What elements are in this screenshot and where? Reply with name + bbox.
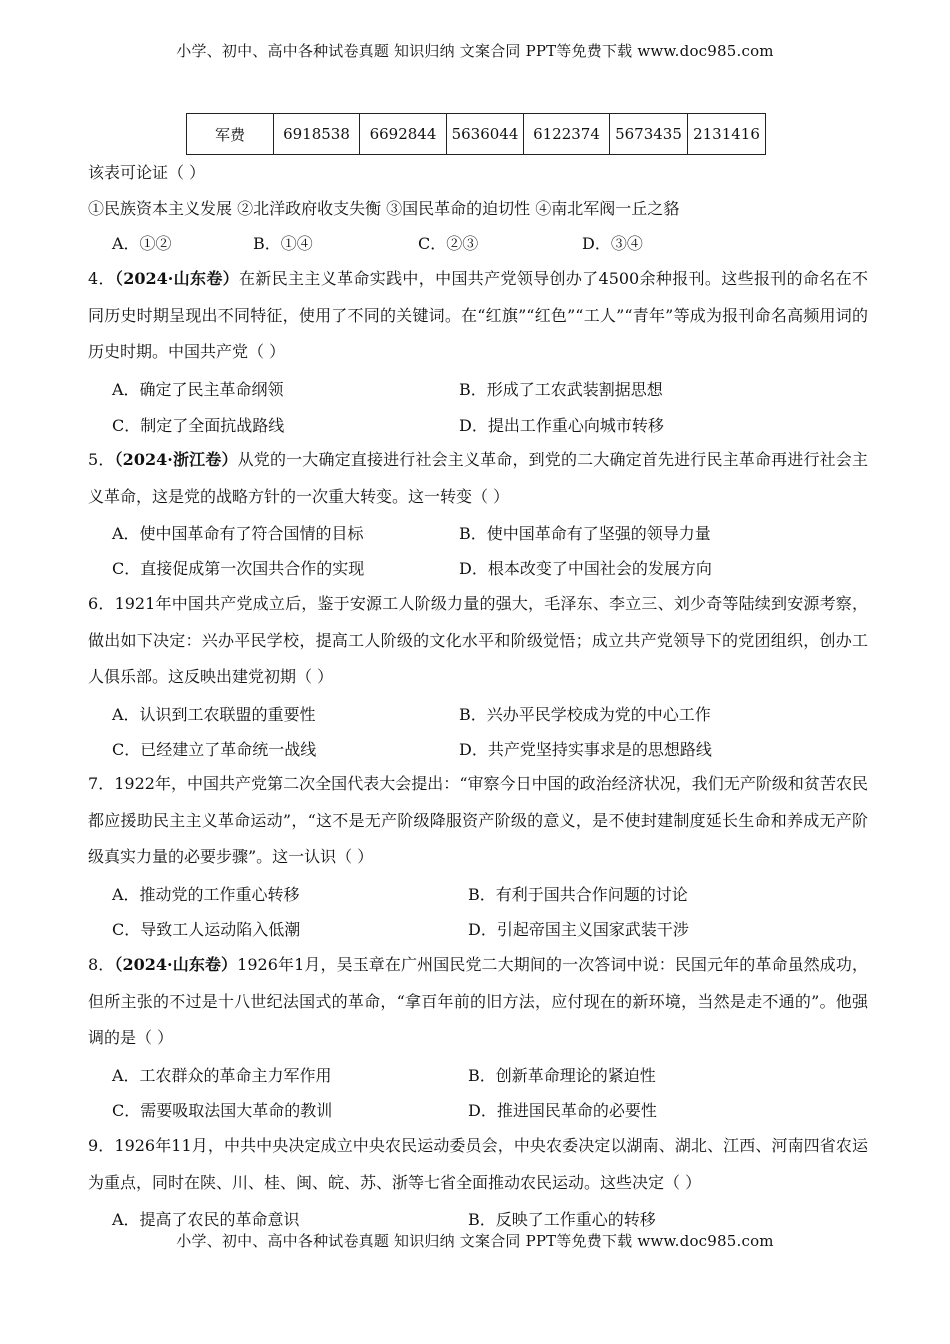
table-cell: 6122374 [524, 114, 610, 155]
q6-option-a: A．认识到工农联盟的重要性 [112, 705, 316, 724]
q7-option-a: A．推动党的工作重心转移 [112, 885, 300, 904]
q8-source: （2024·山东卷） [114, 955, 238, 974]
q9-option-a: A．提高了农民的革命意识 [112, 1210, 300, 1229]
q8-number: 8． [88, 955, 115, 974]
table-cell: 6918538 [274, 114, 360, 155]
military-expense-table [186, 113, 766, 155]
table-cell: 6692844 [360, 114, 447, 155]
q7-option-d: D．引起帝国主义国家武装干涉 [468, 920, 689, 939]
q5-text: 从党的一大确定直接进行社会主义革命，到党的二大确定首先进行民主革命再进行社会主义革命，这是党的战略方针的一次重大转变。这一转变（ ） [88, 450, 868, 506]
table-row [187, 114, 766, 155]
q7-option-c: C．导致工人运动陷入低潮 [112, 920, 301, 939]
q7-option-b: B．有利于国共合作问题的讨论 [468, 885, 688, 904]
q3-option-c: C．②③ [418, 234, 479, 253]
q3-option-b: B．①④ [253, 234, 313, 253]
q9-stem: 9．1926年11月，中共中央决定成立中央农民运动委员会，中央农委决定以湖南、湖北、江西、河南四省农运为重点，同时在陕、川、桂、闽、皖、苏、浙等七省全面推动农民运动。这些决定（ ） [88, 1136, 868, 1192]
q4-option-a: A．确定了民主革命纲领 [112, 380, 284, 399]
page-footer: 小学、初中、高中各种试卷真题 知识归纳 文案合同 PPT等免费下载 www.doc985.com [176, 1232, 774, 1250]
q5-option-b: B．使中国革命有了坚强的领导力量 [459, 524, 711, 543]
q5-option-d: D．根本改变了中国社会的发展方向 [459, 559, 712, 578]
q8-stem [88, 947, 868, 1057]
q5-number: 5． [88, 450, 115, 469]
q6-option-c: C．已经建立了革命统一战线 [112, 740, 317, 759]
q7-stem: 7．1922年，中国共产党第二次全国代表大会提出：“审察今日中国的政治经济状况，我们无产阶级和贫苦农民都应援助民主主义革命运动”，“这不是无产阶级降服资产阶级的意义，是不使封建制度延长生命和养成无产阶级真实力量的必要步骤”。这一认识（ ） [88, 774, 868, 866]
q3-stem: 该表可论证（ ） [88, 163, 206, 182]
q3-items: ①民族资本主义发展 ②北洋政府收支失衡 ③国民革命的迫切性 ④南北军阀一丘之貉 [88, 199, 680, 218]
q5-option-a: A．使中国革命有了符合国情的目标 [112, 524, 364, 543]
q6-option-b: B．兴办平民学校成为党的中心工作 [459, 705, 711, 724]
table-cell: 5636044 [447, 114, 524, 155]
table-cell: 5673435 [610, 114, 688, 155]
q3-option-d: D．③④ [582, 234, 643, 253]
q8-option-b: B．创新革命理论的紧迫性 [468, 1066, 656, 1085]
q3-option-a: A．①② [112, 234, 172, 253]
q8-text: 1926年1月，吴玉章在广州国民党二大期间的一次答词中说：民国元年的革命虽然成功，但所主张的不过是十八世纪法国式的革命，“拿百年前的旧方法，应付现在的新环境，当然是走不通的”。他强调的是（ ） [88, 955, 868, 1047]
q9-option-b: B．反映了工作重心的转移 [468, 1210, 656, 1229]
q8-option-a: A．工农群众的革命主力军作用 [112, 1066, 332, 1085]
q5-source: （2024·浙江卷） [114, 450, 238, 469]
q5-stem [88, 442, 868, 515]
q4-option-d: D．提出工作重心向城市转移 [459, 416, 664, 435]
q4-number: 4． [88, 269, 115, 288]
q6-option-d: D．共产党坚持实事求是的思想路线 [459, 740, 712, 759]
q4-option-b: B．形成了工农武装割据思想 [459, 380, 663, 399]
table-label-cell: 军费 [187, 114, 274, 155]
q8-option-c: C．需要吸取法国大革命的教训 [112, 1101, 333, 1120]
table-cell: 2131416 [688, 114, 766, 155]
q6-stem: 6．1921年中国共产党成立后，鉴于安源工人阶级力量的强大，毛泽东、李立三、刘少奇等陆续到安源考察，做出如下决定：兴办平民学校，提高工人阶级的文化水平和阶级觉悟；成立共产党领导下的党团组织，创办工人俱乐部。这反映出建党初期（ ） [88, 594, 868, 686]
page-header: 小学、初中、高中各种试卷真题 知识归纳 文案合同 PPT等免费下载 www.doc985.com [176, 42, 774, 60]
q5-option-c: C．直接促成第一次国共合作的实现 [112, 559, 365, 578]
q4-text: 在新民主主义革命实践中，中国共产党领导创办了4500余种报刊。这些报刊的命名在不同历史时期呈现出不同特征，使用了不同的关键词。在“红旗”“红色”“工人”“青年”等成为报刊命名高频用词的历史时期。中国共产党（ ） [88, 269, 868, 361]
q4-option-c: C．制定了全面抗战路线 [112, 416, 285, 435]
q4-stem [88, 261, 868, 371]
q8-option-d: D．推进国民革命的必要性 [468, 1101, 657, 1120]
q4-source: （2024·山东卷） [114, 269, 240, 288]
